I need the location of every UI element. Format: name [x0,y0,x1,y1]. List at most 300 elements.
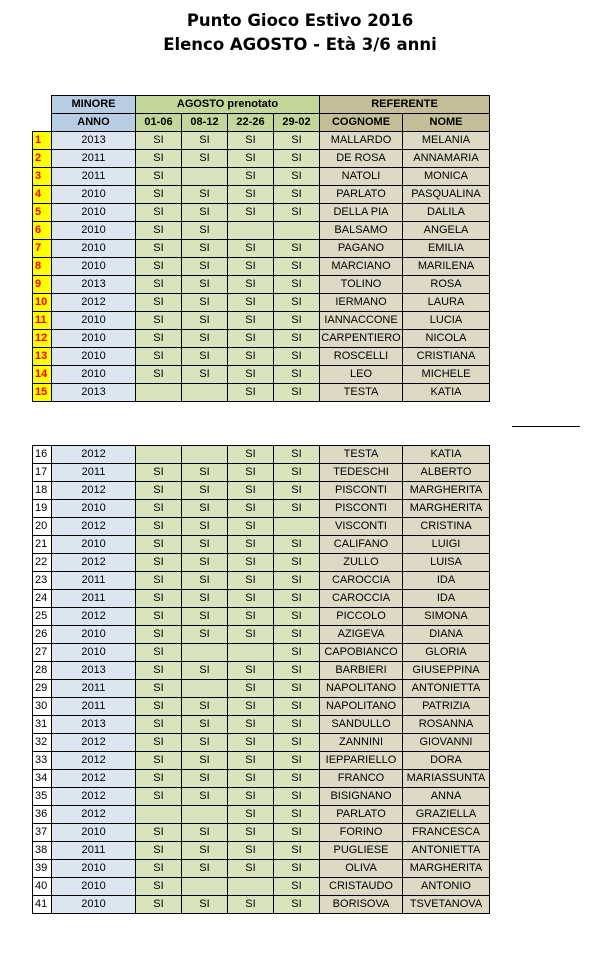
cognome-cell: ZANNINI [320,734,403,752]
cognome-cell: BORISOVA [320,896,403,914]
table-row [33,878,490,896]
table-row [33,186,490,204]
week-cell: SI [182,150,228,168]
week-cell: SI [136,240,182,258]
table-row [33,312,490,330]
nome-cell: PATRIZIA [403,698,490,716]
nome-cell: ALBERTO [403,464,490,482]
week-cell: SI [136,312,182,330]
week-cell: SI [274,572,320,590]
week-cell: SI [182,752,228,770]
week-cell: SI [274,878,320,896]
table-row [33,554,490,572]
week-cell: SI [136,222,182,240]
week-cell: SI [182,204,228,222]
row-number: 13 [33,348,52,366]
week-cell: SI [228,464,274,482]
row-number: 31 [33,716,52,734]
week-cell: SI [136,132,182,150]
nome-cell: GIUSEPPINA [403,662,490,680]
cognome-cell: ZULLO [320,554,403,572]
row-number: 21 [33,536,52,554]
table-row [33,590,490,608]
nome-cell: MARGHERITA [403,500,490,518]
table-row [33,788,490,806]
week-cell: SI [182,626,228,644]
week-cell: SI [228,770,274,788]
row-number: 38 [33,842,52,860]
table-row [33,716,490,734]
nome-cell: ANNA [403,788,490,806]
week-cell: SI [274,662,320,680]
week-cell: SI [228,698,274,716]
week-cell: SI [136,186,182,204]
anno-cell: 2010 [52,626,136,644]
cognome-cell: TOLINO [320,276,403,294]
nome-cell: KATIA [403,446,490,464]
cognome-cell: FORINO [320,824,403,842]
header-agosto: AGOSTO prenotato [136,96,320,114]
anno-cell: 2010 [52,348,136,366]
table-row [33,132,490,150]
week-cell: SI [228,186,274,204]
table-row [33,258,490,276]
cognome-cell: MARCIANO [320,258,403,276]
table-row [33,150,490,168]
week-cell: SI [182,716,228,734]
anno-cell: 2013 [52,662,136,680]
week-cell: SI [136,366,182,384]
anno-cell: 2012 [52,806,136,824]
week-cell: SI [182,842,228,860]
anno-cell: 2010 [52,204,136,222]
row-number: 4 [33,186,52,204]
week-cell: SI [228,896,274,914]
nome-cell: CRISTINA [403,518,490,536]
week-cell: SI [274,384,320,402]
header-week: 08-12 [182,114,228,132]
week-cell: SI [182,662,228,680]
anno-cell: 2010 [52,644,136,662]
week-cell: SI [274,680,320,698]
week-cell: SI [182,464,228,482]
cognome-cell: TESTA [320,446,403,464]
week-cell: SI [274,446,320,464]
week-cell: SI [274,752,320,770]
row-number: 1 [33,132,52,150]
week-cell: SI [136,258,182,276]
nome-cell: IDA [403,590,490,608]
header-anno: ANNO [52,114,136,132]
booking-table-2 [32,445,490,914]
row-number: 32 [33,734,52,752]
week-cell: SI [182,330,228,348]
anno-cell: 2011 [52,464,136,482]
row-number: 2 [33,150,52,168]
row-number: 23 [33,572,52,590]
header-referente: REFERENTE [320,96,490,114]
table-row [33,644,490,662]
cognome-cell: DE ROSA [320,150,403,168]
week-cell: SI [228,518,274,536]
row-number: 35 [33,788,52,806]
week-cell: SI [228,168,274,186]
anno-cell: 2012 [52,734,136,752]
week-cell: SI [182,770,228,788]
nome-cell: MELANIA [403,132,490,150]
cognome-cell: CAROCCIA [320,590,403,608]
nome-cell: NICOLA [403,330,490,348]
week-cell: SI [274,842,320,860]
booking-table-1 [32,95,490,402]
row-number: 3 [33,168,52,186]
nome-cell: GIOVANNI [403,734,490,752]
anno-cell: 2011 [52,698,136,716]
table-row [33,276,490,294]
week-cell: SI [136,482,182,500]
nome-cell: FRANCESCA [403,824,490,842]
week-cell [228,878,274,896]
cognome-cell: FRANCO [320,770,403,788]
week-cell: SI [274,554,320,572]
nome-cell: GRAZIELLA [403,806,490,824]
week-cell: SI [228,482,274,500]
week-cell: SI [228,204,274,222]
nome-cell: CRISTIANA [403,348,490,366]
cognome-cell: OLIVA [320,860,403,878]
week-cell [182,680,228,698]
cognome-cell: MALLARDO [320,132,403,150]
week-cell: SI [136,294,182,312]
week-cell: SI [228,626,274,644]
week-cell: SI [228,384,274,402]
anno-cell: 2011 [52,168,136,186]
table-row [33,842,490,860]
header-row-columns [33,114,490,132]
week-cell: SI [228,662,274,680]
week-cell: SI [274,150,320,168]
table-row [33,860,490,878]
cognome-cell: BALSAMO [320,222,403,240]
week-cell: SI [274,312,320,330]
week-cell: SI [136,644,182,662]
week-cell: SI [274,258,320,276]
anno-cell: 2012 [52,446,136,464]
row-number: 16 [33,446,52,464]
week-cell: SI [228,554,274,572]
week-cell: SI [136,716,182,734]
week-cell: SI [274,824,320,842]
week-cell: SI [182,860,228,878]
anno-cell: 2012 [52,770,136,788]
nome-cell: LUIGI [403,536,490,554]
header-nome: NOME [403,114,490,132]
week-cell: SI [136,788,182,806]
cognome-cell: NAPOLITANO [320,698,403,716]
week-cell: SI [228,734,274,752]
table-row [33,734,490,752]
header-minore: MINORE [52,96,136,114]
week-cell: SI [228,680,274,698]
header-week: 29-02 [274,114,320,132]
week-cell [136,446,182,464]
anno-cell: 2012 [52,608,136,626]
week-cell: SI [274,770,320,788]
nome-cell: LAURA [403,294,490,312]
nome-cell: EMILIA [403,240,490,258]
cognome-cell: PICCOLO [320,608,403,626]
table-row [33,536,490,554]
week-cell [182,446,228,464]
week-cell: SI [274,896,320,914]
week-cell: SI [136,698,182,716]
week-cell: SI [182,590,228,608]
table-row [33,896,490,914]
week-cell: SI [274,132,320,150]
page-title: Punto Gioco Estivo 2016 [186,11,414,30]
anno-cell: 2010 [52,500,136,518]
nome-cell: KATIA [403,384,490,402]
anno-cell: 2010 [52,896,136,914]
week-cell: SI [228,348,274,366]
header-cognome: COGNOME [320,114,403,132]
week-cell: SI [136,150,182,168]
anno-cell: 2011 [52,150,136,168]
cognome-cell: PARLATO [320,186,403,204]
week-cell: SI [136,590,182,608]
header-row-groups [33,96,490,114]
row-number: 24 [33,590,52,608]
week-cell: SI [182,186,228,204]
week-cell: SI [136,572,182,590]
week-cell [274,222,320,240]
cognome-cell: IEPPARIELLO [320,752,403,770]
week-cell: SI [228,824,274,842]
anno-cell: 2013 [52,716,136,734]
row-number: 37 [33,824,52,842]
week-cell: SI [182,554,228,572]
week-cell: SI [182,698,228,716]
anno-cell: 2012 [52,752,136,770]
anno-cell: 2010 [52,258,136,276]
table-row [33,572,490,590]
row-number: 25 [33,608,52,626]
row-number: 5 [33,204,52,222]
week-cell: SI [274,626,320,644]
table-row [33,384,490,402]
week-cell: SI [228,446,274,464]
week-cell: SI [274,348,320,366]
nome-cell: MARILENA [403,258,490,276]
week-cell: SI [228,860,274,878]
week-cell: SI [274,608,320,626]
week-cell: SI [228,752,274,770]
week-cell: SI [136,204,182,222]
cognome-cell: BISIGNANO [320,788,403,806]
week-cell: SI [136,500,182,518]
cognome-cell: NAPOLITANO [320,680,403,698]
cognome-cell: CAROCCIA [320,572,403,590]
row-number: 29 [33,680,52,698]
week-cell: SI [228,276,274,294]
week-cell: SI [182,536,228,554]
week-cell: SI [274,240,320,258]
week-cell: SI [136,860,182,878]
cognome-cell: VISCONTI [320,518,403,536]
row-number: 18 [33,482,52,500]
cognome-cell: CAPOBIANCO [320,644,403,662]
week-cell [182,168,228,186]
row-number: 12 [33,330,52,348]
week-cell: SI [274,204,320,222]
table-row [33,446,490,464]
table-row [33,464,490,482]
anno-cell: 2011 [52,590,136,608]
nome-cell: ANTONIETTA [403,680,490,698]
anno-cell: 2010 [52,312,136,330]
row-number: 41 [33,896,52,914]
nome-cell: DIANA [403,626,490,644]
cognome-cell: SANDULLO [320,716,403,734]
cognome-cell: TEDESCHI [320,464,403,482]
cognome-cell: PAGANO [320,240,403,258]
week-cell: SI [274,366,320,384]
week-cell: SI [274,464,320,482]
week-cell: SI [274,788,320,806]
anno-cell: 2010 [52,860,136,878]
week-cell: SI [136,734,182,752]
week-cell: SI [274,500,320,518]
cognome-cell: IANNACCONE [320,312,403,330]
anno-cell: 2010 [52,186,136,204]
week-cell [182,806,228,824]
week-cell [136,384,182,402]
table-row [33,330,490,348]
header-week: 01-06 [136,114,182,132]
row-number: 20 [33,518,52,536]
anno-cell: 2011 [52,572,136,590]
week-cell: SI [136,608,182,626]
week-cell: SI [182,824,228,842]
table-row [33,518,490,536]
nome-cell: IDA [403,572,490,590]
week-cell: SI [182,132,228,150]
nome-cell: DORA [403,752,490,770]
week-cell: SI [182,608,228,626]
cognome-cell: PISCONTI [320,500,403,518]
cognome-cell: ROSCELLI [320,348,403,366]
week-cell: SI [228,572,274,590]
header-week: 22-26 [228,114,274,132]
table-row [33,752,490,770]
table-row [33,240,490,258]
row-number: 7 [33,240,52,258]
week-cell [228,644,274,662]
table-row [33,204,490,222]
week-cell: SI [274,806,320,824]
week-cell: SI [136,896,182,914]
nome-cell: MARIASSUNTA [403,770,490,788]
nome-cell: GLORIA [403,644,490,662]
week-cell: SI [136,168,182,186]
row-number: 30 [33,698,52,716]
week-cell: SI [228,590,274,608]
week-cell: SI [136,626,182,644]
table-row [33,770,490,788]
week-cell: SI [182,734,228,752]
week-cell: SI [136,330,182,348]
cognome-cell: PUGLIESE [320,842,403,860]
nome-cell: PASQUALINA [403,186,490,204]
week-cell: SI [182,896,228,914]
week-cell: SI [136,842,182,860]
table-row [33,806,490,824]
week-cell: SI [136,752,182,770]
row-number: 11 [33,312,52,330]
nome-cell: ANNAMARIA [403,150,490,168]
cognome-cell: AZIGEVA [320,626,403,644]
week-cell: SI [228,788,274,806]
week-cell: SI [274,168,320,186]
cognome-cell: PISCONTI [320,482,403,500]
row-number: 22 [33,554,52,572]
cognome-cell: NATOLI [320,168,403,186]
week-cell: SI [228,608,274,626]
week-cell: SI [136,464,182,482]
week-cell: SI [182,366,228,384]
row-number: 10 [33,294,52,312]
cognome-cell: TESTA [320,384,403,402]
row-number: 9 [33,276,52,294]
week-cell [182,878,228,896]
week-cell: SI [182,572,228,590]
nome-cell: MARGHERITA [403,482,490,500]
week-cell: SI [136,824,182,842]
row-number: 27 [33,644,52,662]
anno-cell: 2010 [52,366,136,384]
week-cell: SI [182,258,228,276]
anno-cell: 2010 [52,330,136,348]
cognome-cell: CARPENTIERO [320,330,403,348]
week-cell: SI [182,348,228,366]
week-cell: SI [136,348,182,366]
week-cell: SI [274,482,320,500]
row-number: 6 [33,222,52,240]
table-row [33,348,490,366]
anno-cell: 2012 [52,554,136,572]
anno-cell: 2010 [52,878,136,896]
separator-line [512,426,580,427]
week-cell: SI [182,222,228,240]
row-number: 19 [33,500,52,518]
nome-cell: SIMONA [403,608,490,626]
nome-cell: MARGHERITA [403,860,490,878]
anno-cell: 2010 [52,824,136,842]
table-row [33,222,490,240]
row-number: 8 [33,258,52,276]
anno-cell: 2011 [52,680,136,698]
table-row [33,482,490,500]
week-cell [182,644,228,662]
nome-cell: TSVETANOVA [403,896,490,914]
week-cell: SI [228,312,274,330]
week-cell: SI [274,330,320,348]
nome-cell: ROSA [403,276,490,294]
table-row [33,662,490,680]
nome-cell: LUISA [403,554,490,572]
week-cell [274,518,320,536]
week-cell: SI [274,698,320,716]
